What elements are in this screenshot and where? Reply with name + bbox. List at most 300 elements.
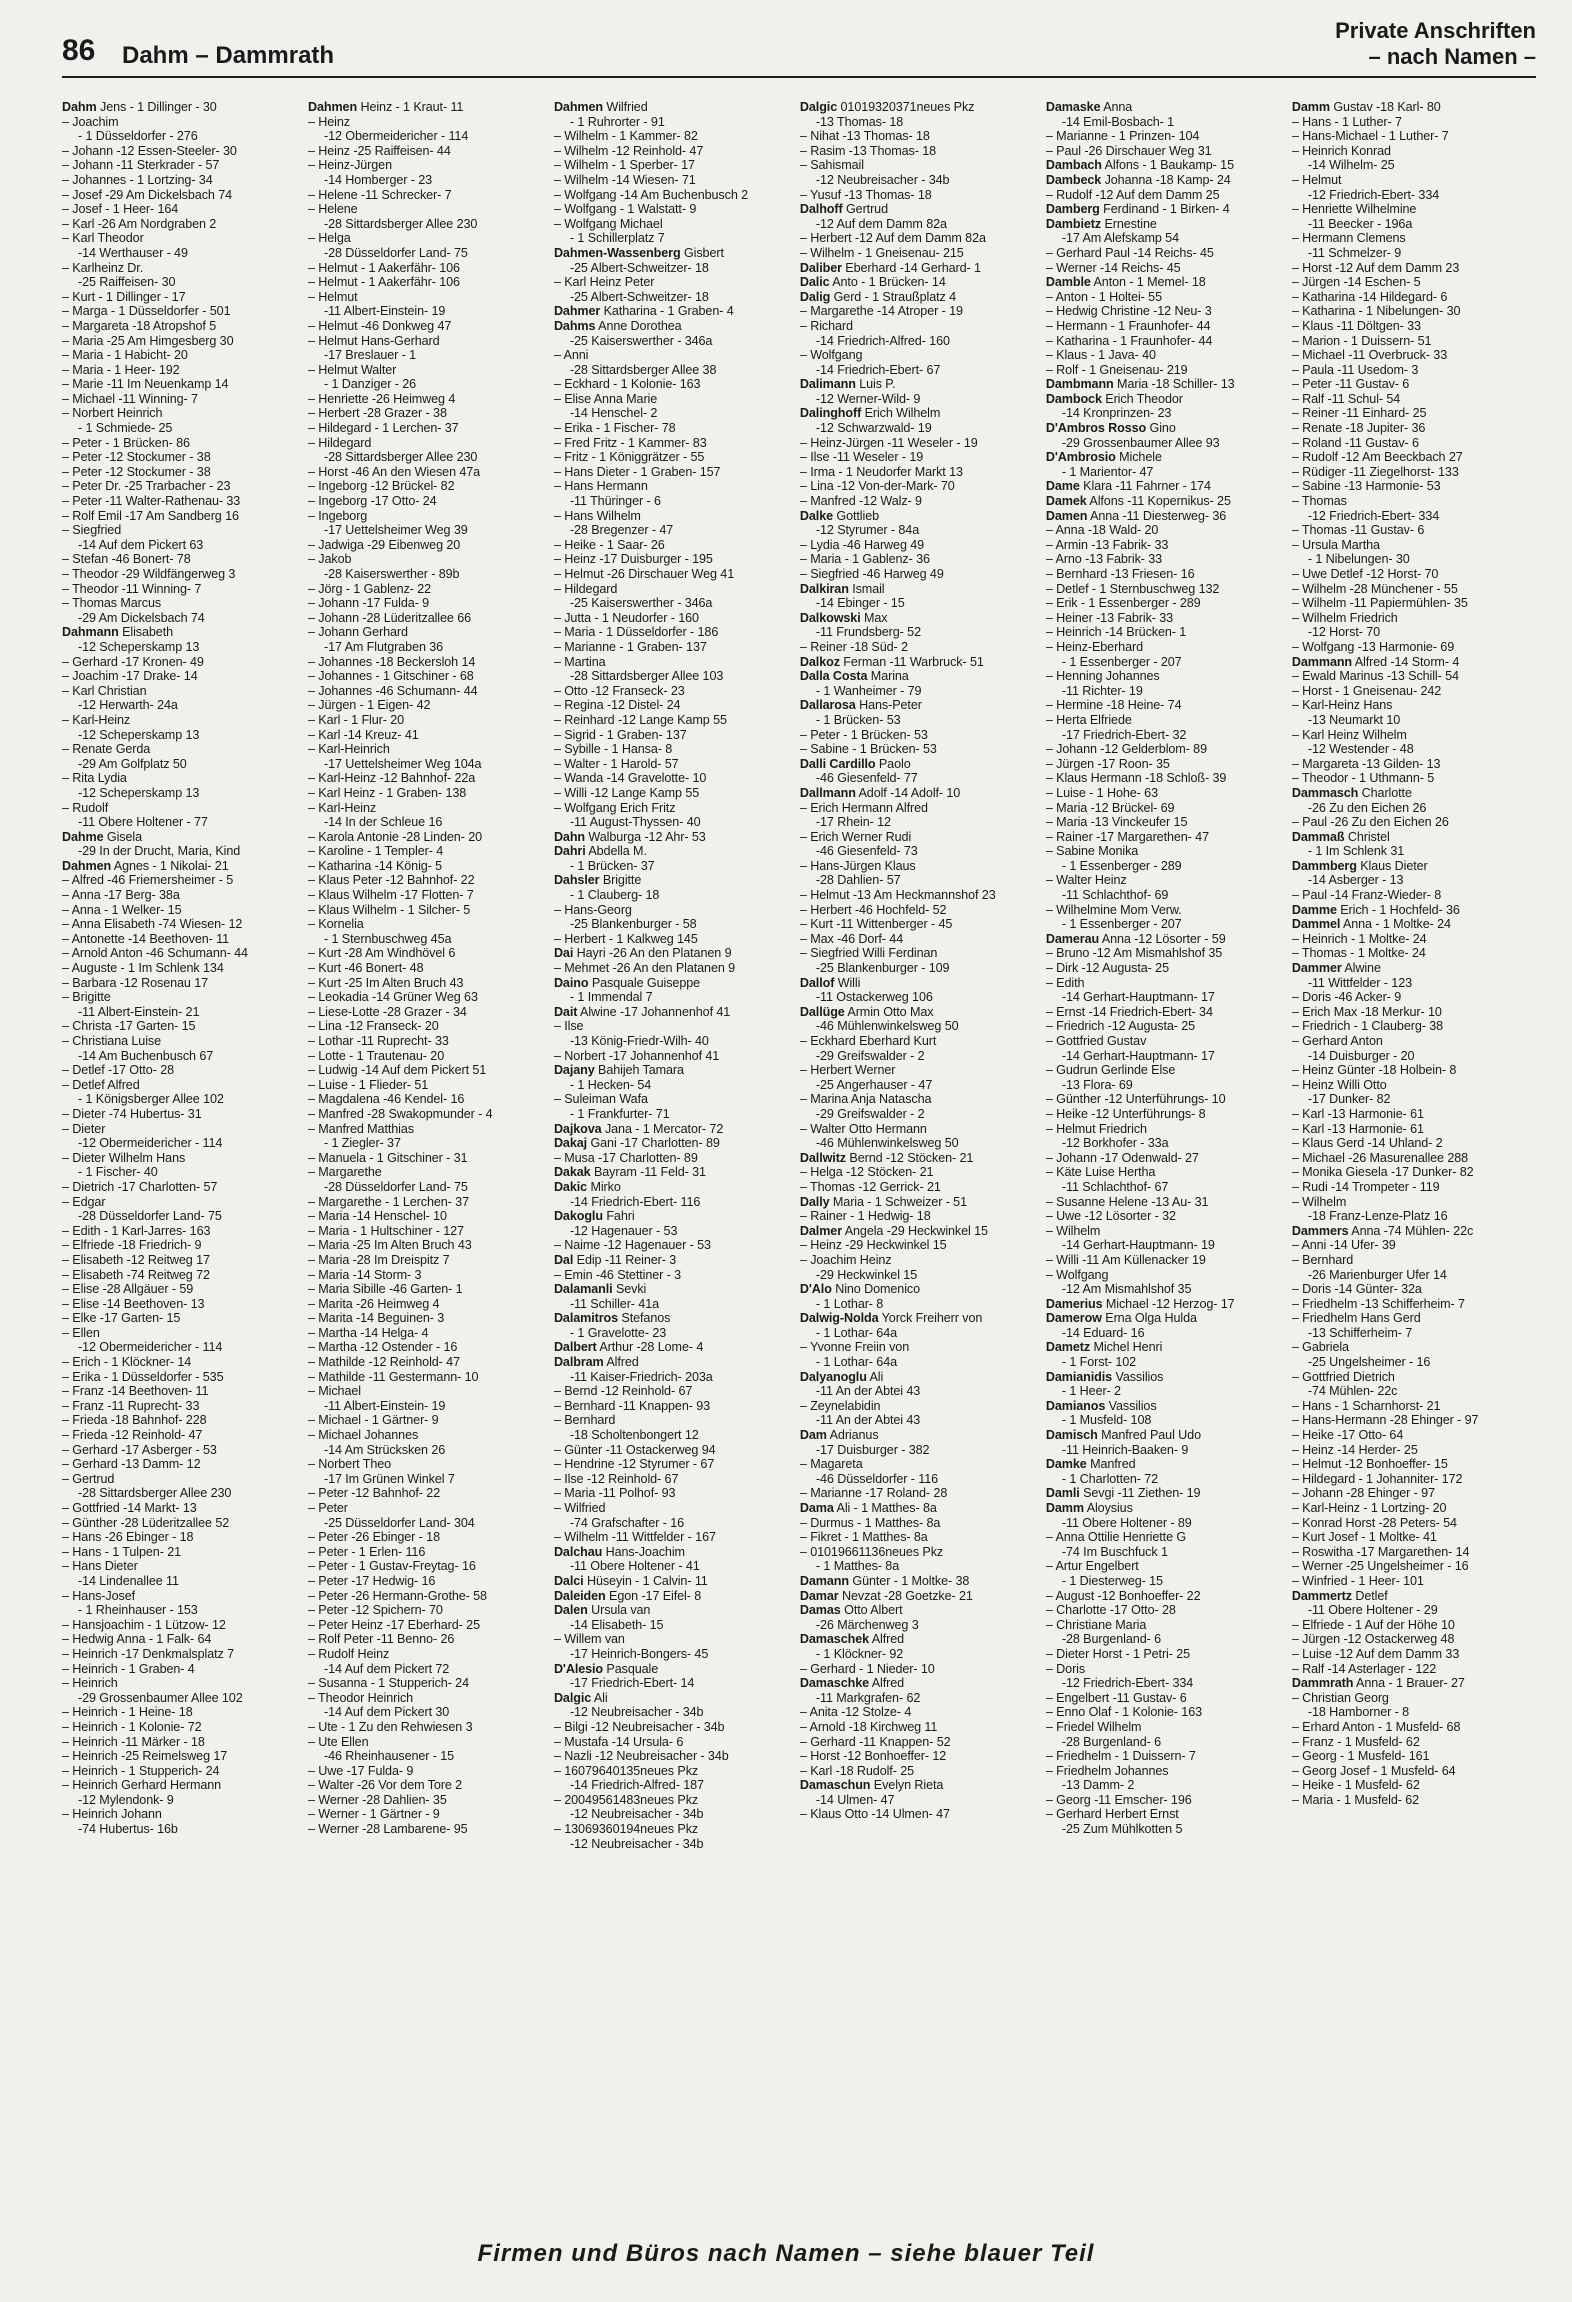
address-line bbox=[1046, 728, 1288, 743]
entry-text: -14 Friedrich-Alfred- 160 bbox=[815, 333, 950, 348]
surname: Dammberg bbox=[1291, 858, 1357, 873]
entry-text: Bayram -11 Feld- 31 bbox=[590, 1165, 706, 1180]
entry-text: – Helmut Friedrich bbox=[1045, 1121, 1147, 1136]
surname: Dajkova bbox=[553, 1121, 602, 1136]
entry-text: – Wolfgang -14 Am Buchenbusch 2 bbox=[553, 187, 749, 202]
listing-entry bbox=[1046, 567, 1288, 582]
entry-text: – Kurt Josef - 1 Moltke- 41 bbox=[1291, 1530, 1437, 1545]
surname-entry bbox=[554, 1180, 796, 1195]
listing-entry bbox=[308, 1092, 550, 1107]
entry-text: – Gerhard Herbert Ernst bbox=[1045, 1807, 1179, 1822]
surname-entry bbox=[1046, 100, 1288, 115]
listing-entry bbox=[62, 1530, 304, 1545]
listing-entry bbox=[554, 625, 796, 640]
surname: Dahmen bbox=[307, 100, 358, 114]
listing-entry bbox=[1046, 1165, 1288, 1180]
entry-text: – Jürgen -14 Eschen- 5 bbox=[1291, 275, 1421, 290]
listing-entry bbox=[62, 1224, 304, 1239]
listing-entry bbox=[1046, 1662, 1288, 1677]
entry-text: Stefanos bbox=[618, 1311, 671, 1326]
surname: Dal bbox=[553, 1252, 574, 1267]
entry-text: – Heinrich Konrad bbox=[1291, 143, 1391, 158]
entry-text: -14 In der Schleue 16 bbox=[323, 815, 443, 830]
entry-text: – Willi -12 Lange Kamp 55 bbox=[553, 785, 700, 800]
address-line bbox=[554, 1195, 796, 1210]
surname-entry bbox=[1292, 961, 1534, 976]
entry-text: – Katharina -14 König- 5 bbox=[307, 858, 443, 873]
entry-text: – Karl - 1 Flur- 20 bbox=[307, 712, 405, 727]
listing-entry bbox=[554, 1793, 796, 1808]
entry-text: Charlotte bbox=[1358, 785, 1412, 800]
listing-entry bbox=[554, 436, 796, 451]
address-line bbox=[308, 1443, 550, 1458]
address-line bbox=[800, 1443, 1042, 1458]
listing-entry bbox=[554, 1472, 796, 1487]
surname: Damm bbox=[1291, 100, 1330, 114]
surname-entry bbox=[62, 859, 304, 874]
entry-text: – Josef - 1 Heer- 164 bbox=[62, 202, 179, 217]
entry-text: Elisabeth bbox=[118, 625, 173, 640]
surname: Dambietz bbox=[1045, 216, 1102, 231]
listing-entry bbox=[62, 1559, 304, 1574]
address-line bbox=[62, 1049, 304, 1064]
surname: Dambeck bbox=[1045, 172, 1102, 187]
entry-text: - 1 Brücken- 37 bbox=[569, 858, 655, 873]
surname-entry bbox=[1046, 173, 1288, 188]
entry-text: – Lina -12 Von-der-Mark- 70 bbox=[799, 479, 955, 494]
listing-entry bbox=[1292, 1413, 1534, 1428]
entry-text: – Engelbert -11 Gustav- 6 bbox=[1045, 1690, 1187, 1705]
entry-text: -29 Greifswalder - 2 bbox=[815, 1048, 925, 1063]
address-line bbox=[62, 1793, 304, 1808]
listing-entry bbox=[308, 1019, 550, 1034]
listing-entry bbox=[308, 1647, 550, 1662]
entry-text: Jens - 1 Dillinger - 30 bbox=[96, 100, 217, 114]
listing-entry bbox=[1292, 1019, 1534, 1034]
entry-text: – Auguste - 1 Im Schlenk 134 bbox=[62, 961, 224, 976]
listing-entry bbox=[308, 1165, 550, 1180]
address-line bbox=[1292, 873, 1534, 888]
surname-entry bbox=[554, 1122, 796, 1137]
surname: Dammann bbox=[1291, 654, 1353, 669]
listing-entry bbox=[554, 1443, 796, 1458]
listing-entry bbox=[62, 946, 304, 961]
listing-entry bbox=[1046, 815, 1288, 830]
section-title-line-2: – nach Namen – bbox=[1368, 44, 1536, 69]
entry-text: – Heinz Günter -18 Holbein- 8 bbox=[1291, 1063, 1457, 1078]
entry-text: – Sybille - 1 Hansa- 8 bbox=[553, 742, 673, 757]
listing-entry bbox=[62, 1705, 304, 1720]
entry-text: – Sigrid - 1 Graben- 137 bbox=[553, 727, 687, 742]
entry-text: -74 Im Buschfuck 1 bbox=[1061, 1544, 1168, 1559]
entry-text: Yorck Freiherr von bbox=[878, 1311, 983, 1326]
entry-text: -11 Albert-Einstein- 19 bbox=[323, 304, 446, 319]
address-line bbox=[1292, 509, 1534, 524]
entry-text: – Uwe -12 Lösorter - 32 bbox=[1045, 1209, 1176, 1224]
listing-entry bbox=[308, 655, 550, 670]
entry-text: – Erich Hermann Alfred bbox=[799, 800, 928, 815]
address-line bbox=[62, 786, 304, 801]
listing-entry bbox=[62, 1282, 304, 1297]
entry-text: – Roland -11 Gustav- 6 bbox=[1291, 435, 1419, 450]
entry-text: – Ilse -12 Reinhold- 67 bbox=[553, 1471, 679, 1486]
listing-entry bbox=[800, 1749, 1042, 1764]
entry-text: – Alfred -46 Friemersheimer - 5 bbox=[62, 873, 234, 888]
address-line bbox=[800, 873, 1042, 888]
address-line bbox=[554, 859, 796, 874]
listing-entry bbox=[308, 144, 550, 159]
entry-text: - 1 Königsberger Allee 102 bbox=[78, 1092, 224, 1107]
listing-entry bbox=[1292, 1632, 1534, 1647]
entry-text: – Jakob bbox=[307, 552, 352, 567]
entry-text: -25 Zum Mühlkotten 5 bbox=[1061, 1822, 1183, 1837]
entry-text: Klaus Dieter bbox=[1356, 858, 1428, 873]
entry-text: – Günter -11 Ostackerweg 94 bbox=[553, 1442, 716, 1457]
address-line bbox=[800, 1355, 1042, 1370]
surname-entry bbox=[800, 1311, 1042, 1326]
listing-entry bbox=[308, 669, 550, 684]
listing-entry bbox=[62, 669, 304, 684]
address-line bbox=[62, 1486, 304, 1501]
address-line bbox=[800, 1078, 1042, 1093]
address-line bbox=[800, 1136, 1042, 1151]
address-line bbox=[1046, 1326, 1288, 1341]
entry-text: – Richard bbox=[799, 318, 853, 333]
listing-entry bbox=[1046, 873, 1288, 888]
entry-text: – Heiner -13 Fabrik- 33 bbox=[1045, 610, 1174, 625]
entry-text: – Rolf - 1 Gneisenau- 219 bbox=[1045, 362, 1188, 377]
entry-text: – Bilgi -12 Neubreisacher - 34b bbox=[553, 1719, 725, 1734]
listing-entry bbox=[1292, 1297, 1534, 1312]
address-line bbox=[800, 815, 1042, 830]
entry-text: – Kurt -25 Im Alten Bruch 43 bbox=[307, 975, 464, 990]
listing-entry bbox=[308, 611, 550, 626]
entry-text: – Armin -13 Fabrik- 33 bbox=[1045, 537, 1169, 552]
surname: Dahm bbox=[62, 100, 97, 114]
surname: Dambock bbox=[1045, 391, 1102, 406]
entry-text: – Karl Heinz - 1 Graben- 138 bbox=[307, 785, 467, 800]
entry-text: Alfred bbox=[869, 1676, 905, 1691]
entry-text: -14 Henschel- 2 bbox=[569, 406, 658, 421]
page-name-range: Dahm – Dammrath bbox=[122, 42, 335, 69]
entry-text: – Peter -11 Walter-Rathenau- 33 bbox=[62, 494, 241, 509]
entry-text: – Marina Anja Natascha bbox=[799, 1092, 932, 1107]
entry-text: Anna -74 Mühlen- 22c bbox=[1348, 1223, 1474, 1238]
surname-entry bbox=[800, 1428, 1042, 1443]
surname: Dahms bbox=[553, 318, 596, 333]
listing-entry bbox=[1046, 1224, 1288, 1239]
listing-entry bbox=[554, 611, 796, 626]
entry-text: – Heinz Willi Otto bbox=[1291, 1077, 1387, 1092]
listing-entry bbox=[800, 1165, 1042, 1180]
listing-entry bbox=[1292, 173, 1534, 188]
entry-text: - 1 Essenberger - 207 bbox=[1061, 917, 1182, 932]
listing-entry bbox=[1292, 275, 1534, 290]
surname: D'Ambrosio bbox=[1045, 450, 1116, 465]
listing-entry bbox=[1292, 1618, 1534, 1633]
listing-entry bbox=[62, 523, 304, 538]
listing-entry bbox=[62, 1078, 304, 1093]
listing-entry bbox=[554, 188, 796, 203]
surname: Dammasch bbox=[1291, 785, 1359, 800]
listing-entry bbox=[1292, 1180, 1534, 1195]
surname-entry bbox=[1292, 655, 1534, 670]
listing-entry bbox=[62, 1443, 304, 1458]
surname: Dalamanli bbox=[553, 1282, 613, 1297]
surname: Dalwig-Nolda bbox=[799, 1311, 879, 1326]
listing-entry bbox=[800, 830, 1042, 845]
surname-entry bbox=[554, 246, 796, 261]
surname-entry bbox=[800, 1005, 1042, 1020]
entry-text: – Heinz -14 Herder- 25 bbox=[1291, 1442, 1418, 1457]
entry-text: – Horst - 1 Gneisenau- 242 bbox=[1291, 683, 1442, 698]
listing-entry bbox=[554, 1486, 796, 1501]
address-line bbox=[62, 1691, 304, 1706]
entry-text: – Mathilde -11 Gestermann- 10 bbox=[307, 1369, 479, 1384]
listing-entry bbox=[62, 158, 304, 173]
entry-text: – Siegfried bbox=[62, 523, 122, 538]
listing-entry bbox=[1292, 1443, 1534, 1458]
listing-entry bbox=[800, 129, 1042, 144]
entry-text: Adrianus bbox=[826, 1428, 879, 1443]
listing-entry bbox=[800, 903, 1042, 918]
listing-entry bbox=[1292, 144, 1534, 159]
address-line bbox=[1046, 406, 1288, 421]
listing-entry bbox=[62, 713, 304, 728]
listing-entry bbox=[308, 1268, 550, 1283]
listing-entry bbox=[308, 1618, 550, 1633]
entry-text: - 1 Düsseldorfer - 276 bbox=[78, 129, 198, 144]
listing-entry bbox=[800, 1122, 1042, 1137]
entry-text: – Werner -14 Reichs- 45 bbox=[1045, 260, 1181, 275]
entry-text: – Wilhelm - 1 Gneisenau- 215 bbox=[799, 245, 964, 260]
listing-entry bbox=[308, 1238, 550, 1253]
surname-entry bbox=[1046, 1428, 1288, 1443]
listing-entry bbox=[62, 582, 304, 597]
entry-text: Klara -11 Fahrner - 174 bbox=[1079, 479, 1211, 494]
surname-entry bbox=[554, 844, 796, 859]
listing-entry bbox=[1292, 436, 1534, 451]
entry-text: – Karl-Heinz Hans bbox=[1291, 698, 1393, 713]
address-line bbox=[1292, 552, 1534, 567]
entry-text: Vassilios bbox=[1112, 1369, 1164, 1384]
listing-entry bbox=[1292, 1370, 1534, 1385]
surname-entry bbox=[800, 275, 1042, 290]
entry-text: – Theodor -29 Wildfängerweg 3 bbox=[62, 567, 236, 581]
address-line bbox=[1292, 217, 1534, 232]
surname-entry bbox=[554, 1253, 796, 1268]
entry-text: -11 Albert-Einstein- 21 bbox=[78, 1004, 200, 1019]
entry-text: -28 Düsseldorfer Land- 75 bbox=[78, 1209, 222, 1224]
surname-entry bbox=[1292, 859, 1534, 874]
address-line bbox=[800, 115, 1042, 130]
entry-text: – Elise -28 Allgäuer - 59 bbox=[62, 1282, 194, 1297]
entry-text: -11 Schlachthof- 69 bbox=[1061, 888, 1169, 903]
surname-entry bbox=[800, 290, 1042, 305]
listing-entry bbox=[1046, 1647, 1288, 1662]
address-line bbox=[308, 217, 550, 232]
entry-text: – Hans - 1 Scharnhorst- 21 bbox=[1291, 1398, 1441, 1413]
listing-entry bbox=[1292, 1486, 1534, 1501]
address-line bbox=[308, 377, 550, 392]
entry-text: -14 Lindenallee 11 bbox=[78, 1573, 179, 1588]
surname: Dalinghoff bbox=[799, 406, 862, 421]
entry-text: Gani -17 Charlotten- 89 bbox=[587, 1136, 720, 1151]
entry-text: – Karl -26 Am Nordgraben 2 bbox=[62, 216, 217, 231]
address-line bbox=[62, 844, 304, 859]
surname: Dalkowski bbox=[799, 610, 861, 625]
listing-entry bbox=[554, 1049, 796, 1064]
listing-entry bbox=[308, 1034, 550, 1049]
listing-entry bbox=[62, 217, 304, 232]
listing-entry bbox=[800, 552, 1042, 567]
entry-text: Detlef bbox=[1351, 1588, 1388, 1603]
entry-text: – Klaus Hermann -18 Schloß- 39 bbox=[1045, 771, 1227, 786]
entry-text: – Wilhelm -28 Münchener - 55 bbox=[1291, 581, 1458, 596]
surname-entry bbox=[800, 655, 1042, 670]
listing-column-5 bbox=[1046, 100, 1290, 2225]
entry-text: – Karl-Heinz bbox=[307, 800, 377, 815]
listing-entry bbox=[62, 1457, 304, 1472]
surname: Damme bbox=[1291, 902, 1337, 917]
address-line bbox=[62, 611, 304, 626]
entry-text: – Michael -11 Overbruck- 33 bbox=[1291, 348, 1448, 363]
listing-entry bbox=[1292, 728, 1534, 743]
entry-text: -11 Heinrich-Baaken- 9 bbox=[1061, 1442, 1189, 1457]
listing-entry bbox=[1292, 1457, 1534, 1472]
entry-text: – Rudolf Heinz bbox=[307, 1646, 390, 1661]
entry-text: – Norbert Theo bbox=[307, 1457, 392, 1472]
entry-text: -12 Am Mismahlshof 35 bbox=[1061, 1282, 1192, 1297]
listing-entry bbox=[62, 450, 304, 465]
listing-entry bbox=[308, 494, 550, 509]
entry-text: Anton - 1 Memel- 18 bbox=[1090, 275, 1206, 290]
entry-text: – Roswitha -17 Margarethen- 14 bbox=[1291, 1544, 1470, 1559]
address-line bbox=[1046, 1180, 1288, 1195]
address-line bbox=[1046, 684, 1288, 699]
entry-text: -12 Friedrich-Ebert- 334 bbox=[1307, 187, 1440, 202]
entry-text: – Marion - 1 Duissern- 51 bbox=[1291, 333, 1432, 348]
listing-entry bbox=[1292, 450, 1534, 465]
listing-entry bbox=[62, 1647, 304, 1662]
entry-text: – Elisabeth -74 Reitweg 72 bbox=[62, 1267, 210, 1282]
listing-entry bbox=[554, 786, 796, 801]
entry-text: – Konrad Horst -28 Peters- 54 bbox=[1291, 1515, 1457, 1530]
listing-entry bbox=[800, 348, 1042, 363]
listing-entry bbox=[62, 1151, 304, 1166]
surname: Dalkiran bbox=[799, 581, 849, 596]
entry-text: - 1 Schillerplatz 7 bbox=[569, 231, 665, 246]
address-line bbox=[554, 1559, 796, 1574]
entry-text: – Christian Georg bbox=[1291, 1690, 1389, 1705]
entry-text: -14 Elisabeth- 15 bbox=[569, 1617, 664, 1632]
listing-entry bbox=[62, 1355, 304, 1370]
surname: Dalmer bbox=[799, 1223, 843, 1238]
surname: Daleiden bbox=[553, 1588, 606, 1603]
entry-text: – Hedwig Anna - 1 Falk- 64 bbox=[62, 1632, 212, 1647]
entry-text: Arthur -28 Lome- 4 bbox=[596, 1340, 704, 1355]
entry-text: Mirko bbox=[587, 1179, 621, 1194]
surname-entry bbox=[554, 1311, 796, 1326]
listing-entry bbox=[554, 932, 796, 947]
surname-entry bbox=[1046, 392, 1288, 407]
entry-text: -14 Gerhart-Hauptmann- 17 bbox=[1061, 1048, 1215, 1063]
listing-entry bbox=[1292, 1428, 1534, 1443]
listing-entry bbox=[308, 859, 550, 874]
entry-text: – Magdalena -46 Kendel- 16 bbox=[307, 1092, 465, 1107]
entry-text: – Helmut - 1 Aakerfähr- 106 bbox=[307, 275, 460, 290]
entry-text: - 1 Matthes- 8a bbox=[815, 1559, 900, 1574]
listing-columns bbox=[62, 100, 1536, 2225]
surname-entry bbox=[800, 261, 1042, 276]
address-line bbox=[1292, 1268, 1534, 1283]
surname-entry bbox=[1292, 903, 1534, 918]
surname: Dahmer bbox=[553, 304, 601, 319]
listing-entry bbox=[62, 976, 304, 991]
entry-text: Michael -12 Herzog- 17 bbox=[1102, 1296, 1235, 1311]
entry-text: – Hermann Clemens bbox=[1291, 231, 1406, 246]
listing-entry bbox=[1046, 640, 1288, 655]
entry-text: – Heinz-Jürgen bbox=[307, 158, 392, 173]
entry-text: – Herbert -46 Hochfeld- 52 bbox=[799, 902, 947, 917]
surname: Damerius bbox=[1045, 1296, 1103, 1311]
listing-entry bbox=[62, 771, 304, 786]
address-line bbox=[1046, 1632, 1288, 1647]
listing-entry bbox=[308, 406, 550, 421]
entry-text: Aloysius bbox=[1083, 1501, 1133, 1515]
entry-text: – Gerhard -17 Kronen- 49 bbox=[62, 654, 204, 669]
entry-text: – Helmut bbox=[307, 289, 358, 304]
address-line bbox=[800, 1326, 1042, 1341]
listing-entry bbox=[62, 1019, 304, 1034]
entry-text: – Reiner -18 Süd- 2 bbox=[799, 639, 908, 654]
entry-text: – Hans-Michael - 1 Luther- 7 bbox=[1291, 129, 1449, 144]
entry-text: – Karlheinz Dr. bbox=[62, 260, 144, 275]
entry-text: -29 Grossenbaumer Allee 102 bbox=[78, 1690, 243, 1705]
listing-entry bbox=[308, 742, 550, 757]
address-line bbox=[1046, 1545, 1288, 1560]
entry-text: – Erika - 1 Düsseldorfer - 535 bbox=[62, 1369, 224, 1384]
entry-text: -17 Dunker- 82 bbox=[1307, 1092, 1391, 1107]
listing-entry bbox=[1292, 523, 1534, 538]
entry-text: - 1 Clauberg- 18 bbox=[569, 888, 660, 903]
listing-entry bbox=[308, 1632, 550, 1647]
entry-text: Anne Dorothea bbox=[595, 318, 682, 333]
surname-entry bbox=[554, 319, 796, 334]
listing-entry bbox=[308, 1589, 550, 1604]
entry-text: Ernestine bbox=[1101, 216, 1157, 231]
listing-entry bbox=[554, 1501, 796, 1516]
listing-entry bbox=[308, 771, 550, 786]
entry-text: – Doris -46 Acker- 9 bbox=[1291, 990, 1402, 1005]
surname: Damaske bbox=[1045, 100, 1101, 114]
entry-text: – Michael -11 Winning- 7 bbox=[62, 391, 198, 406]
surname-entry bbox=[554, 830, 796, 845]
surname-entry bbox=[1292, 830, 1534, 845]
entry-text: – Joachim Heinz bbox=[799, 1252, 892, 1267]
surname-entry bbox=[554, 1691, 796, 1706]
listing-entry bbox=[800, 917, 1042, 932]
surname: Dallof bbox=[799, 975, 835, 990]
entry-text: – Johann -12 Essen-Steeler- 30 bbox=[62, 143, 237, 158]
listing-entry bbox=[62, 348, 304, 363]
surname: Dalci bbox=[553, 1573, 584, 1588]
address-line bbox=[800, 1647, 1042, 1662]
address-line bbox=[62, 1574, 304, 1589]
surname-entry bbox=[1292, 1224, 1534, 1239]
surname: Damerau bbox=[1045, 931, 1100, 946]
address-line bbox=[62, 246, 304, 261]
